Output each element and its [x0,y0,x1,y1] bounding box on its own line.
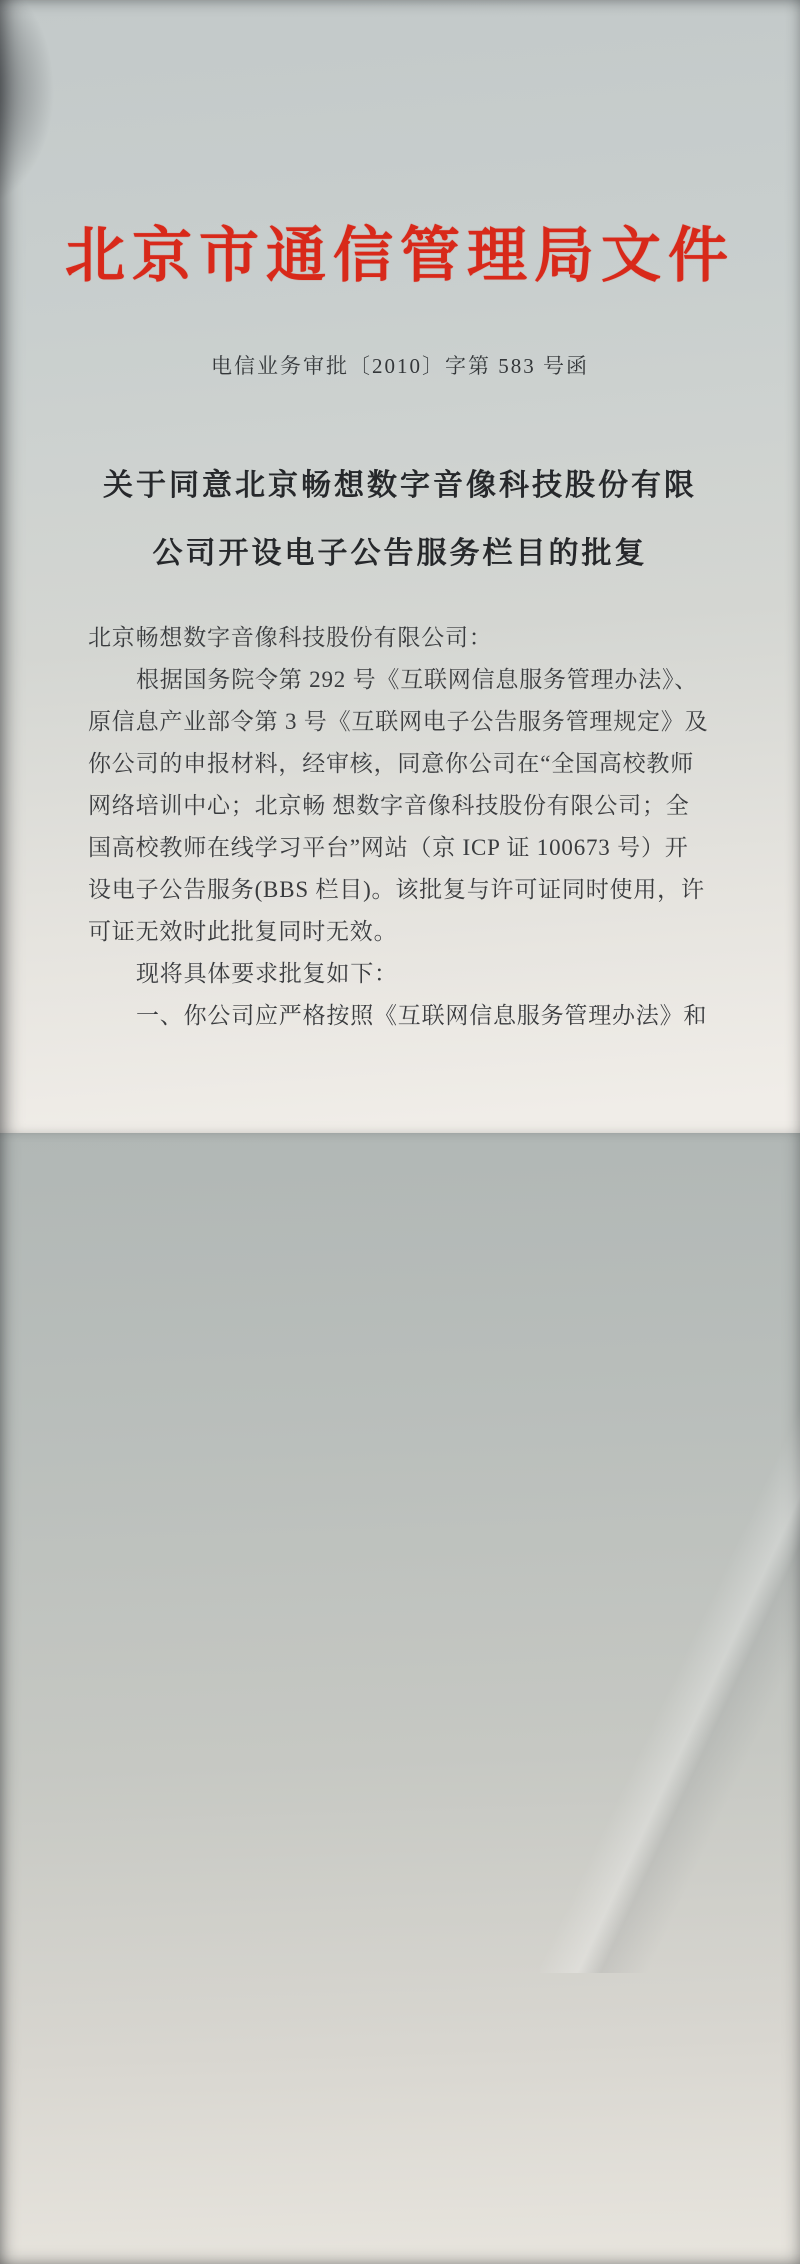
body-line: 你公司的申报材料，经审核，同意你公司在“全国高校教师 [88,751,695,776]
document-subject-line-2: 公司开设电子公告服务栏目的批复 [152,537,648,570]
body-line: 一、你公司应严格按照《互联网信息服务管理办法》和 [136,1003,708,1028]
document-page-2 [0,1133,800,2264]
body-line: 设电子公告服务(BBS 栏目)。该批复与许可证同时使用，许 [88,877,705,902]
paper-corner-shadow [0,0,90,220]
body-line: 国高校教师在线学习平台”网站（京 ICP 证 100673 号）开 [88,835,689,860]
body-line: 根据国务院令第 292 号《互联网信息服务管理办法》、 [136,667,699,692]
body-line: 网络培训中心；北京畅 想数字音像科技股份有限公司；全 [88,793,690,818]
document-reference-number: 电信业务审批〔2010〕字第 583 号函 [211,354,589,378]
body-line: 原信息产业部令第 3 号《互联网电子公告服务管理规定》及 [88,709,709,734]
body-line: 可证无效时此批复同时无效。 [88,919,398,944]
page1-body [88,617,718,1037]
document-subject-line-1: 关于同意北京畅想数字音像科技股份有限 [103,469,697,502]
paper-crease [540,1273,800,1973]
issuing-agency-title: 北京市通信管理局文件 [65,223,735,289]
body-line: 现将具体要求批复如下： [136,961,398,986]
body-line: 北京畅想数字音像科技股份有限公司： [88,625,493,650]
